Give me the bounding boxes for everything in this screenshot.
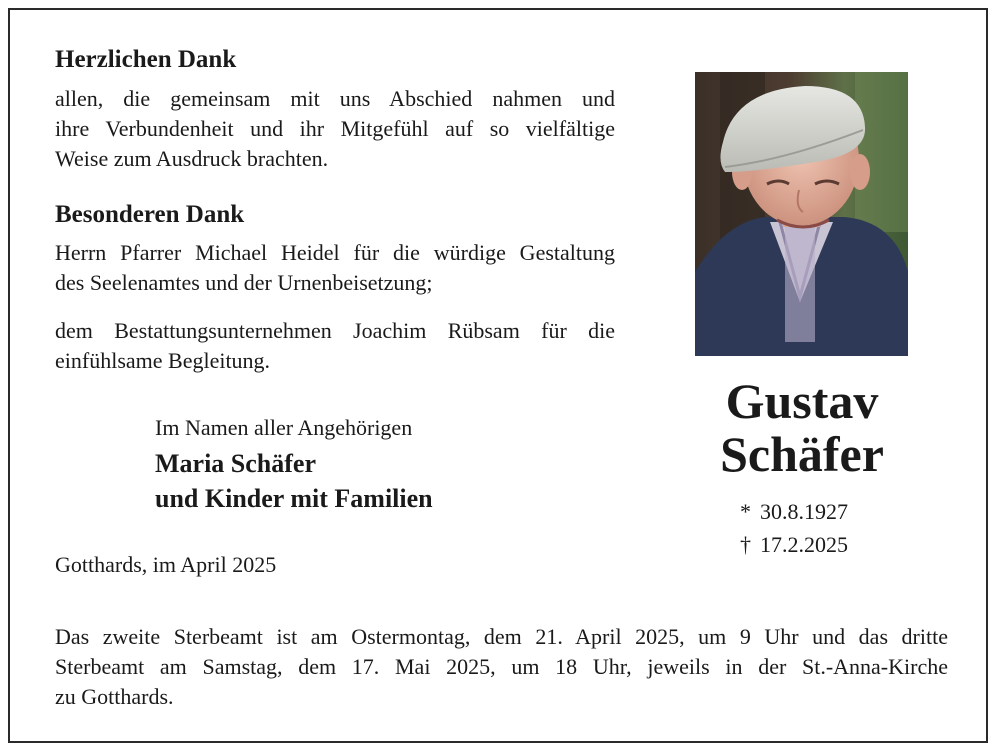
death-cross-icon: †	[740, 532, 751, 557]
thanks-line: allen, die gemeinsam mit uns Abschied nahmen und	[55, 86, 615, 111]
special-thanks-paragraph-2	[55, 316, 615, 376]
thanks-heading: Herzlichen Dank	[55, 46, 237, 73]
notice-line: Das zweite Sterbeamt ist am Ostermontag, dem 21. April 2025, um 9 Uhr und das dritte	[55, 624, 948, 649]
thanks-line: ihre Verbundenheit und ihr Mitgefühl auf so vielfältige	[55, 116, 615, 141]
special-thanks-line: des Seelenamtes und der Urnenbeisetzung;	[55, 270, 433, 295]
signature-name: Maria Schäfer	[155, 449, 317, 478]
portrait-photo	[695, 72, 908, 356]
notice-line: zu Gotthards.	[55, 684, 174, 709]
birth-star-icon: *	[740, 499, 751, 524]
special-thanks-line: Herrn Pfarrer Michael Heidel für die würdige Gestaltung	[55, 240, 615, 265]
place-date: Gotthards, im April 2025	[55, 552, 277, 577]
service-notice	[55, 622, 948, 712]
birth-date-line	[740, 497, 848, 527]
signature-family: und Kinder mit Familien	[155, 484, 433, 513]
notice-line: Sterbeamt am Samstag, dem 17. Mai 2025, um 18 Uhr, jeweils in der St.-Anna-Kirche	[55, 654, 948, 679]
deceased-first-name: Gustav	[725, 373, 879, 429]
special-thanks-paragraph-1	[55, 238, 615, 298]
signature-intro: Im Namen aller Angehörigen	[155, 415, 413, 440]
death-date-line	[740, 530, 848, 560]
special-thanks-line: einfühlsame Begleitung.	[55, 348, 271, 373]
death-date: 17.2.2025	[760, 532, 848, 557]
birth-date: 30.8.1927	[760, 499, 848, 524]
thanks-text	[55, 84, 615, 174]
deceased-last-name: Schäfer	[720, 426, 884, 482]
portrait-illustration	[695, 72, 908, 356]
thanks-line: Weise zum Ausdruck brachten.	[55, 146, 329, 171]
special-thanks-heading: Besonderen Dank	[55, 201, 245, 228]
special-thanks-line: dem Bestattungsunternehmen Joachim Rübsam für die	[55, 318, 615, 343]
